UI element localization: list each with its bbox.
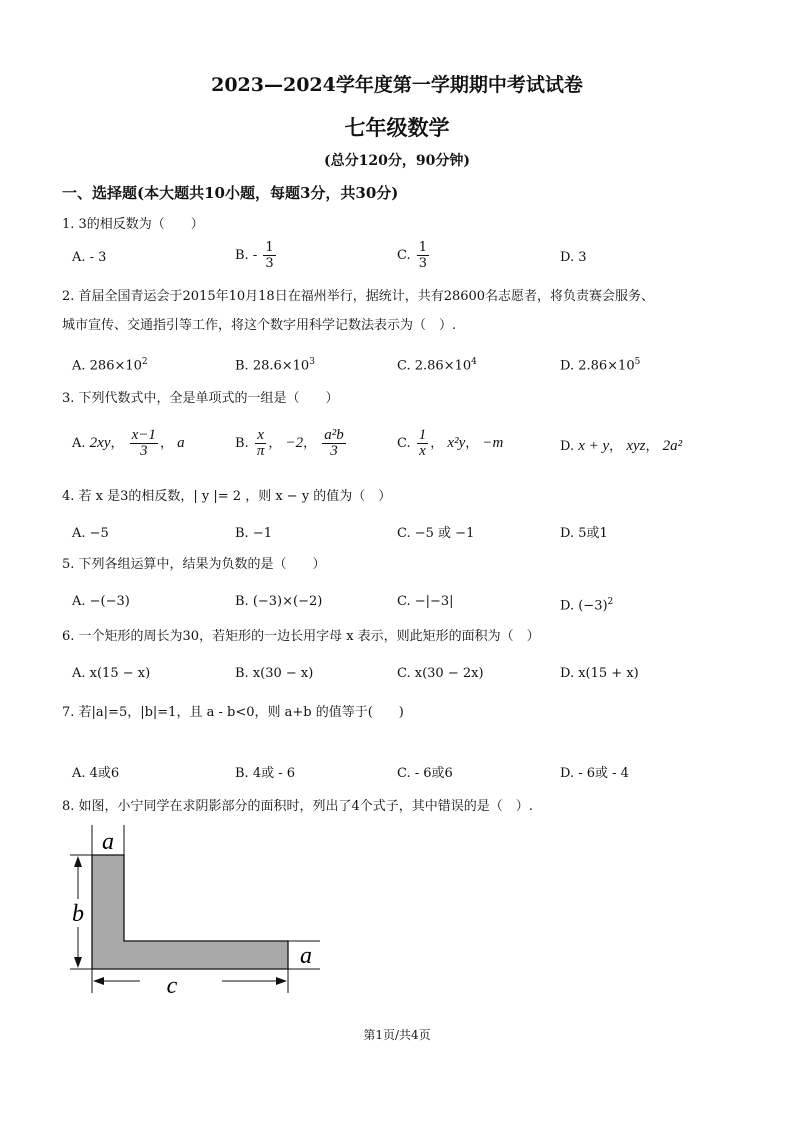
q3-d-sep1: ， <box>609 439 623 454</box>
q3-d-term1: x + y <box>578 438 610 454</box>
c-arrow-left-head <box>93 977 104 985</box>
q1-b-fraction <box>263 240 275 271</box>
question-3-stem: 3. 下列代数式中，全是单项式的一组是（ ） <box>62 391 339 406</box>
page-footer: 第1页/共4页 <box>363 1028 431 1042</box>
q4-option-a: A. −5 <box>72 526 109 541</box>
q3-option-d <box>560 436 682 457</box>
q7-option-d: D. - 6或 - 4 <box>560 766 629 781</box>
q3-d-term3: 2a² <box>662 438 683 454</box>
q3-a-fraction <box>130 428 158 459</box>
question-8-stem: 8. 如图，小宁同学在求阴影部分的面积时，列出了4个式子，其中错误的是（ ）. <box>62 799 533 814</box>
label-a-right: a <box>300 943 312 969</box>
q3-b-label: B. <box>235 436 249 451</box>
b-arrow-down-head <box>74 957 82 968</box>
q6-option-c: C. x(30 − 2x) <box>397 666 484 681</box>
section-heading: 一、选择题(本大题共10小题，每题3分，共30分) <box>62 184 399 202</box>
q3-option-b <box>235 428 348 459</box>
q2-c-exp: 4 <box>471 357 477 367</box>
q1-b-prefix: B. - <box>235 248 258 263</box>
q1-option-b <box>235 240 278 271</box>
q2-a-exp: 2 <box>141 357 148 367</box>
q3-c-term2: x²y <box>447 435 466 451</box>
q3-c-den: x <box>419 443 426 459</box>
question-2-stem-line2: 城市宣传、交通指引等工作，将这个数字用科学记数法表示为（ ）. <box>62 318 457 333</box>
q3-c-num: 1 <box>418 427 427 443</box>
q3-b-fraction1 <box>255 428 267 459</box>
q3-b-num2: a²b <box>324 427 344 443</box>
q5-option-c: C. −|−3| <box>397 594 454 609</box>
question-7-stem: 7. 若|a|=5，|b|=1，且 a - b<0，则 a+b 的值等于( ) <box>62 705 404 720</box>
q3-a-term3: a <box>177 435 185 451</box>
q7-option-a: A. 4或6 <box>72 766 120 781</box>
q3-c-fraction <box>417 428 429 459</box>
q3-d-label: D. <box>560 439 575 454</box>
label-c: c <box>166 973 178 999</box>
exam-info: (总分120分，90分钟) <box>324 153 470 169</box>
q2-option-d <box>560 352 640 376</box>
q1-option-a: A. - 3 <box>72 250 107 265</box>
q2-option-c <box>397 352 477 376</box>
q4-option-c: C. −5 或 −1 <box>397 526 475 541</box>
q2-b-base: B. 28.6×10 <box>235 358 310 374</box>
q3-b-fraction2 <box>322 428 346 459</box>
q1-c-den: 3 <box>418 256 428 271</box>
question-2-stem-line1: 2. 首届全国青运会于2015年10月18日在福州举行，据统计，共有28600名志愿者，将负责赛会服务、 <box>62 289 655 304</box>
q3-d-sep2: ， <box>645 439 659 454</box>
q3-c-sep1: ， <box>430 436 444 451</box>
q7-option-b: B. 4或 - 6 <box>235 766 296 781</box>
q2-d-exp: 5 <box>634 357 641 367</box>
q5-d-exp: 2 <box>607 597 614 607</box>
q2-c-base: C. 2.86×10 <box>397 358 472 374</box>
q4-option-b: B. −1 <box>235 526 272 541</box>
label-a-top: a <box>102 829 114 855</box>
q6-option-d: D. x(15 + x) <box>560 666 639 681</box>
question-6-stem: 6. 一个矩形的周长为30，若矩形的一边长用字母 x 表示，则此矩形的面积为（ ） <box>62 629 540 644</box>
question-1-stem: 1. 3的相反数为（ ） <box>62 217 204 232</box>
q3-b-term2: −2 <box>285 435 304 451</box>
q1-b-den: 3 <box>265 256 274 271</box>
exam-title: 2023—2024学年度第一学期期中考试试卷 <box>211 74 583 96</box>
q2-d-base: D. 2.86×10 <box>560 358 635 374</box>
q3-a-sep2: ， <box>159 436 173 451</box>
q3-a-term1: 2xy <box>89 435 111 451</box>
q3-c-term3: −m <box>482 435 504 451</box>
question-4-stem: 4. 若 x 是3的相反数，| y |= 2 ，则 x − y 的值为（ ） <box>62 489 392 504</box>
shaded-l-region <box>92 855 288 969</box>
question-5-stem: 5. 下列各组运算中，结果为负数的是（ ） <box>62 557 326 572</box>
q1-option-d: D. 3 <box>560 250 587 265</box>
q2-option-a <box>72 352 148 376</box>
q3-a-sep1: ， <box>110 436 124 451</box>
q3-a-num: x−1 <box>131 427 156 443</box>
q1-option-c <box>397 240 431 271</box>
q3-b-sep2: ， <box>303 436 317 451</box>
q2-option-b <box>235 352 315 376</box>
q5-d-base: D. (−3) <box>560 598 608 614</box>
q6-option-a: A. x(15 − x) <box>72 666 151 681</box>
q3-b-sep1: ， <box>268 436 282 451</box>
q3-b-den2: 3 <box>330 443 338 459</box>
label-b: b <box>72 901 84 927</box>
q3-c-sep2: ， <box>465 436 479 451</box>
q2-a-base: A. 286×10 <box>72 358 142 374</box>
q2-b-exp: 3 <box>309 357 315 367</box>
q3-d-term2: xyz <box>626 438 646 454</box>
q5-option-a: A. −(−3) <box>72 594 130 609</box>
q5-option-d <box>560 592 613 616</box>
q1-b-num: 1 <box>265 240 274 255</box>
q1-c-prefix: C. <box>397 248 411 263</box>
q5-option-b: B. (−3)×(−2) <box>235 594 323 609</box>
exam-subtitle: 七年级数学 <box>344 115 450 140</box>
b-arrow-up-head <box>74 856 82 867</box>
q4-option-d: D. 5或1 <box>560 526 608 541</box>
q3-option-a <box>72 428 185 459</box>
q3-b-den: π <box>256 443 265 459</box>
l-shape-figure <box>66 823 326 1003</box>
q3-b-num: x <box>255 428 267 444</box>
q6-option-b: B. x(30 − x) <box>235 666 314 681</box>
c-arrow-right-head <box>276 977 287 985</box>
q3-a-label: A. <box>72 436 86 451</box>
q3-a-den: 3 <box>140 443 148 459</box>
q3-option-c <box>397 428 503 459</box>
q7-option-c: C. - 6或6 <box>397 766 453 781</box>
q1-c-fraction <box>417 240 429 271</box>
q1-c-num: 1 <box>418 240 428 255</box>
q3-c-label: C. <box>397 436 411 451</box>
